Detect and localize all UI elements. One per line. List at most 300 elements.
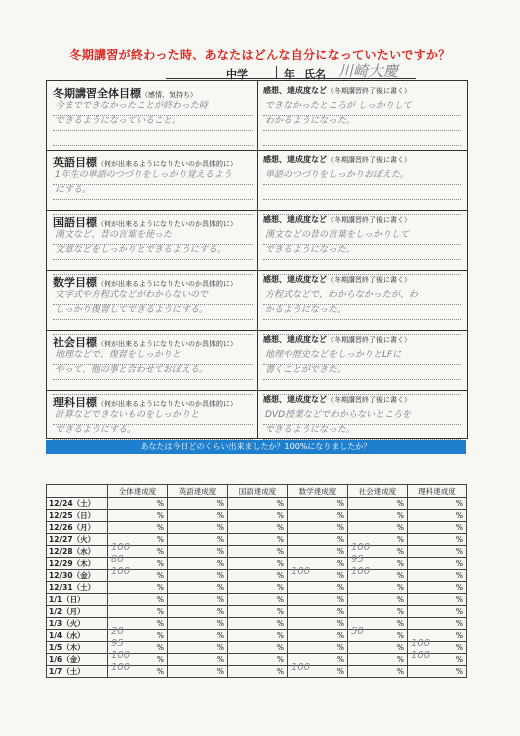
review-answer[interactable]: 方程式などで、わからなかったが、わ: [265, 290, 418, 300]
handwritten-value: 100: [351, 542, 371, 553]
column-header: 社会達成度: [348, 485, 408, 498]
review-answer[interactable]: 地理や歴史などをしっかりとLFに: [265, 350, 402, 360]
percent-sign: %: [455, 499, 463, 508]
percent-cell[interactable]: [288, 630, 348, 642]
percent-sign: %: [276, 631, 284, 640]
percent-sign: %: [336, 643, 344, 652]
percent-sign: %: [156, 523, 164, 532]
percent-cell[interactable]: [288, 510, 348, 522]
percent-cell[interactable]: [108, 522, 168, 534]
percent-cell[interactable]: [228, 594, 288, 606]
goal-title: 英語目標: [53, 156, 97, 169]
goal-answer[interactable]: 計算などできないものをしっかりと: [55, 410, 200, 420]
percent-sign: %: [156, 547, 164, 556]
goal-title: 数学目標: [53, 276, 97, 289]
date-cell: 1/3（火）: [47, 618, 108, 630]
goal-section: [47, 330, 467, 391]
goal-section: [47, 270, 467, 331]
handwritten-value: 100: [411, 638, 431, 649]
review-subtitle: （冬期講習終了後に書く）: [327, 336, 411, 344]
review-answer[interactable]: 漢文などの昔の言葉をしっかりして: [265, 230, 410, 240]
writing-line: [53, 199, 253, 200]
review-subtitle: （冬期講習終了後に書く）: [327, 276, 411, 284]
percent-cell[interactable]: [288, 534, 348, 546]
review-subtitle: （冬期講習終了後に書く）: [327, 216, 411, 224]
percent-cell[interactable]: [408, 534, 467, 546]
percent-cell[interactable]: [228, 510, 288, 522]
date-cell: 12/28（水）: [47, 546, 108, 558]
review-answer[interactable]: DVD授業などでわからないところを: [265, 410, 412, 420]
goal-answer[interactable]: やって、他の事と合わせておぼえる。: [55, 365, 208, 375]
percent-sign: %: [396, 547, 404, 556]
percent-cell[interactable]: [348, 582, 408, 594]
percent-sign: %: [455, 655, 463, 664]
review-heading: [263, 274, 411, 285]
percent-sign: %: [156, 535, 164, 544]
percent-cell[interactable]: [108, 510, 168, 522]
table-row: [47, 606, 467, 618]
percent-sign: %: [396, 511, 404, 520]
percent-sign: %: [216, 643, 224, 652]
table-row: [47, 510, 467, 522]
percent-sign: %: [455, 559, 463, 568]
percent-sign: %: [455, 643, 463, 652]
goal-subtitle: （何が出来るようになりたいのか具体的に）: [97, 220, 237, 228]
percent-cell[interactable]: [168, 534, 228, 546]
review-heading: [263, 154, 411, 165]
percent-cell[interactable]: [408, 650, 467, 666]
writing-line: [53, 130, 253, 131]
goal-answer[interactable]: 1年生の単語のつづりをしっかり覚えるよう: [55, 170, 232, 180]
percent-sign: %: [276, 643, 284, 652]
goal-title: 理科目標: [53, 396, 97, 409]
handwritten-value: 100: [111, 662, 131, 673]
writing-line: [263, 145, 461, 146]
table-row: [47, 654, 467, 666]
percent-sign: %: [276, 583, 284, 592]
percent-cell[interactable]: [228, 618, 288, 630]
percent-sign: %: [455, 607, 463, 616]
date-cell: 12/27（火）: [47, 534, 108, 546]
handwritten-value: 100: [411, 650, 431, 661]
review-heading: [263, 394, 411, 405]
percent-sign: %: [455, 583, 463, 592]
column-header: 国語達成度: [228, 485, 288, 498]
percent-sign: %: [396, 583, 404, 592]
goal-answer[interactable]: しっかり復習してできるようにする。: [55, 305, 209, 315]
percent-sign: %: [216, 571, 224, 580]
percent-cell[interactable]: [168, 558, 228, 570]
handwritten-value: 50: [351, 626, 364, 637]
review-title: 感想、達成度など: [263, 275, 327, 284]
review-subtitle: （冬期講習終了後に書く）: [327, 396, 411, 404]
percent-cell[interactable]: [408, 570, 467, 582]
percent-sign: %: [156, 559, 164, 568]
review-answer[interactable]: できなかったところが しっかりして: [265, 101, 412, 111]
percent-sign: %: [396, 655, 404, 664]
percent-sign: %: [156, 619, 164, 628]
percent-sign: %: [455, 511, 463, 520]
goal-answer[interactable]: 文字式や方程式などがわからないので: [55, 290, 209, 300]
percent-cell[interactable]: [228, 642, 288, 654]
writing-line: [263, 130, 461, 131]
writing-line: [53, 145, 253, 146]
percent-cell[interactable]: [168, 654, 228, 666]
percent-cell[interactable]: [288, 606, 348, 618]
percent-sign: %: [396, 595, 404, 604]
table-row: [47, 534, 467, 546]
percent-sign: %: [216, 523, 224, 532]
percent-sign: %: [336, 499, 344, 508]
table-row: [47, 642, 467, 654]
percent-sign: %: [276, 535, 284, 544]
review-answer[interactable]: かるようになった。: [265, 305, 347, 315]
percent-sign: %: [455, 619, 463, 628]
date-cell: 1/2（月）: [47, 606, 108, 618]
percent-sign: %: [216, 559, 224, 568]
goal-answer[interactable]: 文章などをしっかりとできるようにする。: [55, 245, 227, 255]
percent-sign: %: [216, 595, 224, 604]
column-header: [47, 485, 108, 498]
date-cell: 12/30（金）: [47, 570, 108, 582]
percent-sign: %: [336, 559, 344, 568]
divider: [276, 66, 277, 78]
percent-cell[interactable]: [288, 582, 348, 594]
date-cell: 1/5（木）: [47, 642, 108, 654]
review-title: 感想、達成度など: [263, 395, 327, 404]
percent-sign: %: [336, 571, 344, 580]
percent-cell[interactable]: [228, 558, 288, 570]
percent-cell[interactable]: [348, 666, 408, 678]
percent-sign: %: [336, 667, 344, 676]
percent-sign: %: [336, 607, 344, 616]
percent-cell[interactable]: [408, 546, 467, 558]
percent-sign: %: [156, 655, 164, 664]
percent-sign: %: [276, 511, 284, 520]
percent-cell[interactable]: [228, 546, 288, 558]
goal-subtitle: （何が出来るようになりたいのか具体的に）: [97, 340, 237, 348]
writing-line: [53, 379, 253, 380]
review-answer[interactable]: 書くことができた。: [265, 365, 347, 375]
percent-cell[interactable]: [408, 594, 467, 606]
goal-section: [47, 150, 467, 211]
writing-line: [263, 319, 461, 320]
date-cell: 12/25（日）: [47, 510, 108, 522]
percent-sign: %: [216, 535, 224, 544]
goal-answer[interactable]: 地理などで、復習をしっかりと: [55, 350, 181, 360]
percent-cell[interactable]: [168, 546, 228, 558]
table-row: [47, 498, 467, 510]
percent-cell[interactable]: [408, 666, 467, 678]
handwritten-value: 100: [111, 566, 131, 577]
handwritten-value: 100: [351, 566, 371, 577]
percent-sign: %: [276, 607, 284, 616]
percent-sign: %: [455, 523, 463, 532]
date-cell: 12/31（土）: [47, 582, 108, 594]
percent-sign: %: [276, 499, 284, 508]
percent-sign: %: [336, 535, 344, 544]
percent-sign: %: [455, 571, 463, 580]
column-header: 全体達成度: [108, 485, 168, 498]
percent-sign: %: [276, 667, 284, 676]
percent-cell[interactable]: [108, 594, 168, 606]
column-divider: [257, 330, 258, 390]
date-cell: 1/1（日）: [47, 594, 108, 606]
percent-sign: %: [216, 547, 224, 556]
year-label: 年: [284, 68, 295, 81]
percent-cell[interactable]: [348, 654, 408, 666]
percent-cell[interactable]: [168, 570, 228, 582]
goal-subtitle: （感情、気持ち）: [141, 91, 197, 99]
table-row: [47, 558, 467, 570]
percent-sign: %: [276, 619, 284, 628]
percent-cell[interactable]: [288, 522, 348, 534]
percent-cell[interactable]: [228, 534, 288, 546]
name-bar: [46, 62, 464, 81]
writing-line: [53, 259, 253, 260]
goal-answer[interactable]: にする。: [55, 185, 92, 195]
date-cell: 12/29（木）: [47, 558, 108, 570]
handwritten-value: 95: [351, 554, 364, 565]
percent-cell[interactable]: [288, 642, 348, 654]
review-heading: [263, 334, 411, 345]
percent-sign: %: [336, 655, 344, 664]
percent-cell[interactable]: [288, 546, 348, 558]
column-divider: [257, 150, 258, 210]
percent-sign: %: [336, 511, 344, 520]
handwritten-value: 95: [111, 638, 124, 649]
name-underline: [166, 78, 416, 79]
column-header: 理科達成度: [408, 485, 467, 498]
grade-label: 中学: [226, 68, 248, 81]
percent-cell[interactable]: [408, 558, 467, 570]
review-title: 感想、達成度など: [263, 86, 327, 95]
table-row: [47, 582, 467, 594]
percent-sign: %: [455, 667, 463, 676]
percent-cell[interactable]: [288, 662, 348, 678]
percent-sign: %: [216, 511, 224, 520]
goal-subtitle: （何が出来るようになりたいのか具体的に）: [97, 280, 237, 288]
percent-cell[interactable]: [408, 582, 467, 594]
column-divider: [257, 390, 258, 438]
goal-subtitle: （何が出来るようになりたいのか具体的に）: [97, 160, 237, 168]
goal-title: 冬期講習全体目標: [53, 87, 141, 100]
goal-title: 国語目標: [53, 216, 97, 229]
goal-section: [47, 210, 467, 271]
table-row: [47, 522, 467, 534]
percent-cell[interactable]: [348, 566, 408, 582]
percent-cell[interactable]: [348, 626, 408, 642]
percent-cell[interactable]: [348, 510, 408, 522]
percent-sign: %: [276, 547, 284, 556]
goal-answer[interactable]: 今までできなかったことが終わった時: [55, 101, 208, 111]
percent-sign: %: [156, 511, 164, 520]
handwritten-value: 20: [111, 626, 124, 637]
percent-sign: %: [336, 547, 344, 556]
percent-sign: %: [156, 499, 164, 508]
table-row: [47, 546, 467, 558]
percent-sign: %: [396, 559, 404, 568]
table-header-row: [47, 485, 467, 498]
percent-cell[interactable]: [228, 666, 288, 678]
date-cell: 12/24（土）: [47, 498, 108, 510]
percent-cell[interactable]: [168, 666, 228, 678]
percent-sign: %: [276, 571, 284, 580]
review-answer[interactable]: できるようになった。: [265, 425, 356, 435]
percent-sign: %: [396, 523, 404, 532]
percent-sign: %: [216, 655, 224, 664]
percent-sign: %: [396, 499, 404, 508]
percent-sign: %: [216, 619, 224, 628]
percent-cell[interactable]: [348, 594, 408, 606]
percent-sign: %: [336, 583, 344, 592]
writing-line: [263, 379, 461, 380]
percent-sign: %: [156, 607, 164, 616]
percent-cell[interactable]: [108, 498, 168, 510]
writing-line: [263, 259, 461, 260]
goal-section: [47, 81, 467, 151]
goal-answer[interactable]: できるようにする。: [55, 425, 137, 435]
percent-cell[interactable]: [288, 566, 348, 582]
table-row: [47, 570, 467, 582]
table-row: [47, 618, 467, 630]
table-row: [47, 630, 467, 642]
percent-sign: %: [276, 655, 284, 664]
percent-cell[interactable]: [168, 618, 228, 630]
goal-answer[interactable]: 漢文など、昔の言葉を使った: [55, 230, 173, 240]
percent-cell[interactable]: [408, 618, 467, 630]
percent-cell[interactable]: [228, 498, 288, 510]
date-cell: 12/26（月）: [47, 522, 108, 534]
achievement-table: [46, 484, 467, 678]
percent-cell[interactable]: [408, 606, 467, 618]
percent-cell[interactable]: [108, 582, 168, 594]
percent-cell[interactable]: [288, 618, 348, 630]
percent-sign: %: [396, 667, 404, 676]
percent-cell[interactable]: [288, 498, 348, 510]
review-title: 感想、達成度など: [263, 335, 327, 344]
review-heading: [263, 214, 411, 225]
percent-sign: %: [216, 607, 224, 616]
percent-cell[interactable]: [408, 510, 467, 522]
column-divider: [257, 270, 258, 330]
percent-sign: %: [455, 547, 463, 556]
percent-cell[interactable]: [228, 522, 288, 534]
percent-sign: %: [336, 595, 344, 604]
percent-cell[interactable]: [108, 566, 168, 582]
percent-sign: %: [156, 631, 164, 640]
name-value[interactable]: 川崎大慶: [338, 62, 399, 80]
review-answer[interactable]: 単語のつづりをしっかりおぼえた。: [265, 170, 410, 180]
percent-sign: %: [455, 631, 463, 640]
column-header: 英語達成度: [168, 485, 228, 498]
writing-line: [53, 319, 253, 320]
percent-sign: %: [156, 667, 164, 676]
percent-sign: %: [156, 643, 164, 652]
percent-sign: %: [276, 595, 284, 604]
goal-subtitle: （何が出来るようになりたいのか具体的に）: [97, 400, 237, 408]
handwritten-value: 80: [111, 554, 124, 565]
percent-cell[interactable]: [228, 570, 288, 582]
percent-sign: %: [216, 583, 224, 592]
percent-sign: %: [396, 631, 404, 640]
percent-sign: %: [216, 667, 224, 676]
percent-sign: %: [396, 643, 404, 652]
column-divider: [257, 81, 258, 150]
percent-sign: %: [156, 583, 164, 592]
percent-sign: %: [336, 523, 344, 532]
percent-cell[interactable]: [168, 510, 228, 522]
percent-sign: %: [216, 499, 224, 508]
percent-cell[interactable]: [408, 522, 467, 534]
review-title: 感想、達成度など: [263, 215, 327, 224]
name-label: 氏名: [304, 68, 326, 81]
column-divider: [257, 210, 258, 270]
percent-sign: %: [455, 595, 463, 604]
percent-cell[interactable]: [348, 606, 408, 618]
table-row: [47, 666, 467, 678]
goal-section: [47, 390, 467, 438]
percent-sign: %: [276, 559, 284, 568]
date-cell: 1/7（土）: [47, 666, 108, 678]
percent-cell[interactable]: [228, 630, 288, 642]
column-header: 数学達成度: [288, 485, 348, 498]
review-answer[interactable]: わかるようになった。: [265, 116, 356, 126]
percent-cell[interactable]: [348, 522, 408, 534]
percent-cell[interactable]: [348, 642, 408, 654]
percent-sign: %: [276, 523, 284, 532]
percent-cell[interactable]: [288, 594, 348, 606]
percent-cell[interactable]: [168, 606, 228, 618]
percent-cell[interactable]: [408, 498, 467, 510]
handwritten-value: 100: [111, 542, 131, 553]
percent-cell[interactable]: [168, 642, 228, 654]
page-title: 冬期講習が終わった時、あなたはどんな自分になっていたいですか？: [69, 48, 451, 62]
percent-sign: %: [396, 619, 404, 628]
percent-cell[interactable]: [168, 582, 228, 594]
table-row: [47, 594, 467, 606]
percent-cell[interactable]: [108, 606, 168, 618]
goal-answer[interactable]: できるようになっていること。: [55, 116, 182, 126]
table-banner: あなたは今日どのくらい出来ましたか？100%になりましたか？: [46, 440, 466, 454]
goals-box: [46, 80, 468, 439]
percent-sign: %: [336, 631, 344, 640]
review-subtitle: （冬期講習終了後に書く）: [327, 87, 411, 95]
percent-cell[interactable]: [228, 654, 288, 666]
percent-sign: %: [396, 607, 404, 616]
percent-cell[interactable]: [168, 522, 228, 534]
writing-line: [263, 199, 461, 200]
handwritten-value: 100: [291, 566, 311, 577]
percent-sign: %: [156, 571, 164, 580]
percent-cell[interactable]: [108, 662, 168, 678]
date-cell: 1/4（水）: [47, 630, 108, 642]
percent-cell[interactable]: [168, 630, 228, 642]
percent-cell[interactable]: [168, 594, 228, 606]
goal-title: 社会目標: [53, 336, 97, 349]
percent-sign: %: [216, 631, 224, 640]
date-cell: 1/6（金）: [47, 654, 108, 666]
percent-cell[interactable]: [228, 582, 288, 594]
handwritten-value: 100: [111, 650, 131, 661]
percent-sign: %: [455, 535, 463, 544]
review-answer[interactable]: できるようになった。: [265, 245, 356, 255]
review-subtitle: （冬期講習終了後に書く）: [327, 156, 411, 164]
percent-cell[interactable]: [228, 606, 288, 618]
percent-cell[interactable]: [168, 498, 228, 510]
percent-cell[interactable]: [348, 498, 408, 510]
writing-line: [263, 184, 461, 185]
